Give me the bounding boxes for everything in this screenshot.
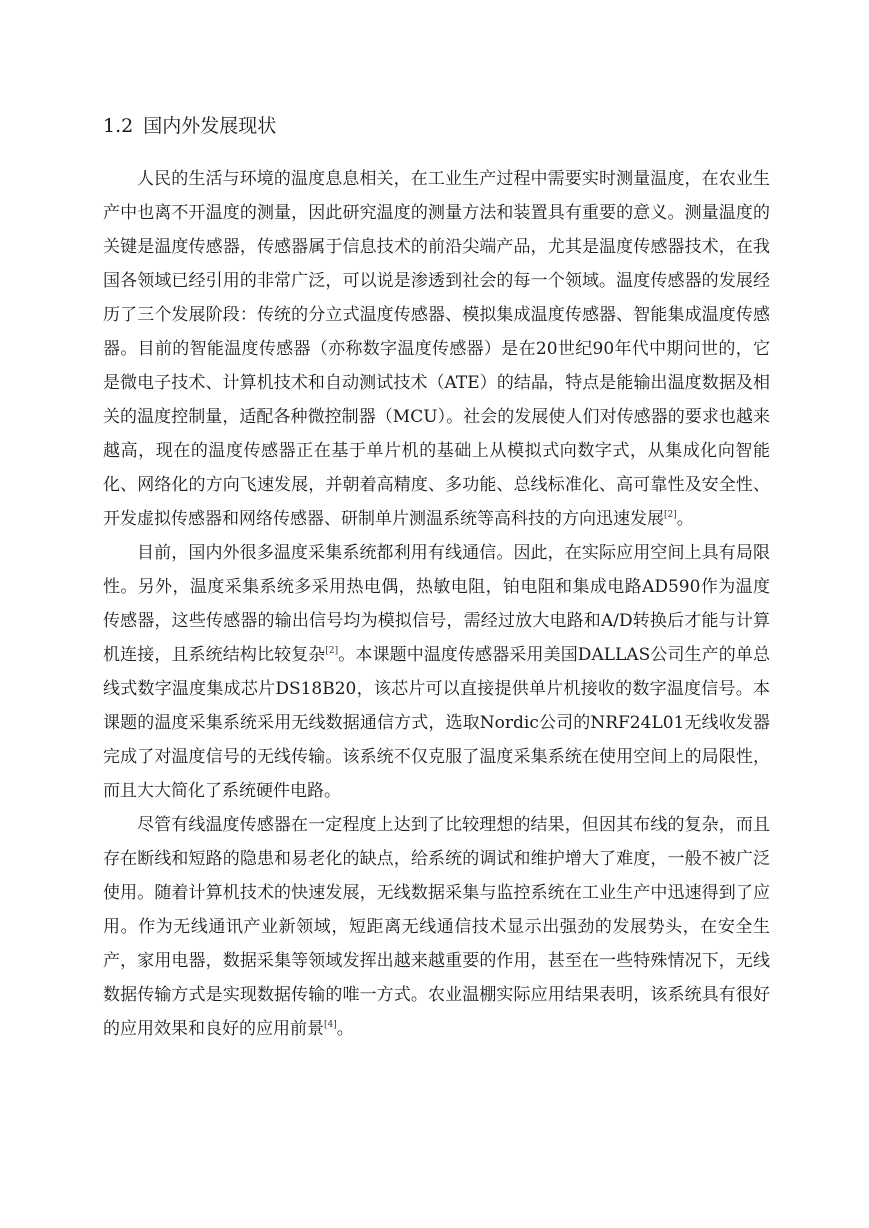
paragraph-text: 目前，国内外很多温度采集系统都利用有线通信。因此，在实际应用空间上具有局限性。另外，温度采集系统多采用热电偶，热敏电阻，铂电阻和集成电路AD590作为温度传感器，这些传感器的输出信号均为模拟信号，需经过放大电路和A/D转换后才能与计算机连接，且系统结构比较复杂 bbox=[103, 543, 770, 665]
paragraph-text: 人民的生活与环境的温度息息相关，在工业生产过程中需要实时测量温度，在农业生产中也离不开温度的测量，因此研究温度的测量方法和装置具有重要的意义。测量温度的关键是温度传感器，传感器属于信息技术的前沿尖端产品，尤其是温度传感器技术，在我国各领域已经引用的非常广泛，可以说是渗透到社会的每一个领域。温度传感器的发展经历了三个发展阶段：传统的分立式温度传感器、模拟集成温度传感器、智能集成温度传感器。目前的智能温度传感器（亦称数字温度传感器）是在20世纪90年代中期问世的，它是微电子技术、计算机技术和自动测试技术（ATE）的结晶，特点是能输出温度数据及相关的温度控制量，适配各种微控制器（MCU）。社会的发展使人们对传感器的要求也越来越高，现在的温度传感器正在基于单片机的基础上从模拟式向数字式，从集成化向智能化、网络化的方向飞速发展，并朝着高精度、多功能、总线标准化、高可靠性及安全性、开发虚拟传感器和网络传感器、研制单片测温系统等高科技的方向迅速发展 bbox=[103, 169, 770, 529]
paragraph-text: 。 bbox=[676, 509, 694, 529]
paragraph-text: 。 bbox=[336, 1019, 354, 1039]
citation-ref: [4] bbox=[324, 1020, 337, 1030]
citation-ref: [2] bbox=[325, 646, 339, 656]
section-title: 国内外发展现状 bbox=[143, 115, 277, 137]
citation-ref: [2] bbox=[664, 510, 677, 520]
paragraph-2 bbox=[103, 536, 770, 808]
paragraph-1 bbox=[103, 162, 770, 536]
paragraph-text: 尽管有线温度传感器在一定程度上达到了比较理想的结果，但因其布线的复杂，而且存在断线和短路的隐患和易老化的缺点，给系统的调试和维护增大了难度，一般不被广泛使用。随着计算机技术的快速发展，无线数据采集与监控系统在工业生产中迅速得到了应用。作为无线通讯产业新领域，短距离无线通信技术显示出强劲的发展势头，在安全生产，家用电器，数据采集等领域发挥出越来越重要的作用，甚至在一些特殊情况下，无线数据传输方式是实现数据传输的唯一方式。农业温棚实际应用结果表明，该系统具有很好的应用效果和良好的应用前景 bbox=[103, 815, 770, 1039]
paragraph-3 bbox=[103, 808, 770, 1046]
section-number: 1.2 bbox=[103, 115, 134, 137]
section-heading bbox=[103, 112, 276, 140]
paragraph-text: 。本课题中温度传感器采用美国DALLAS公司生产的单总线式数字温度集成芯片DS18B20，该芯片可以直接提供单片机接收的数字温度信号。本课题的温度采集系统采用无线数据通信方式，选取Nordic公司的NRF24L01无线收发器完成了对温度信号的无线传输。该系统不仅克服了温度采集系统在使用空间上的局限性，而且大大简化了系统硬件电路。 bbox=[103, 645, 770, 801]
body-text bbox=[103, 162, 770, 1046]
